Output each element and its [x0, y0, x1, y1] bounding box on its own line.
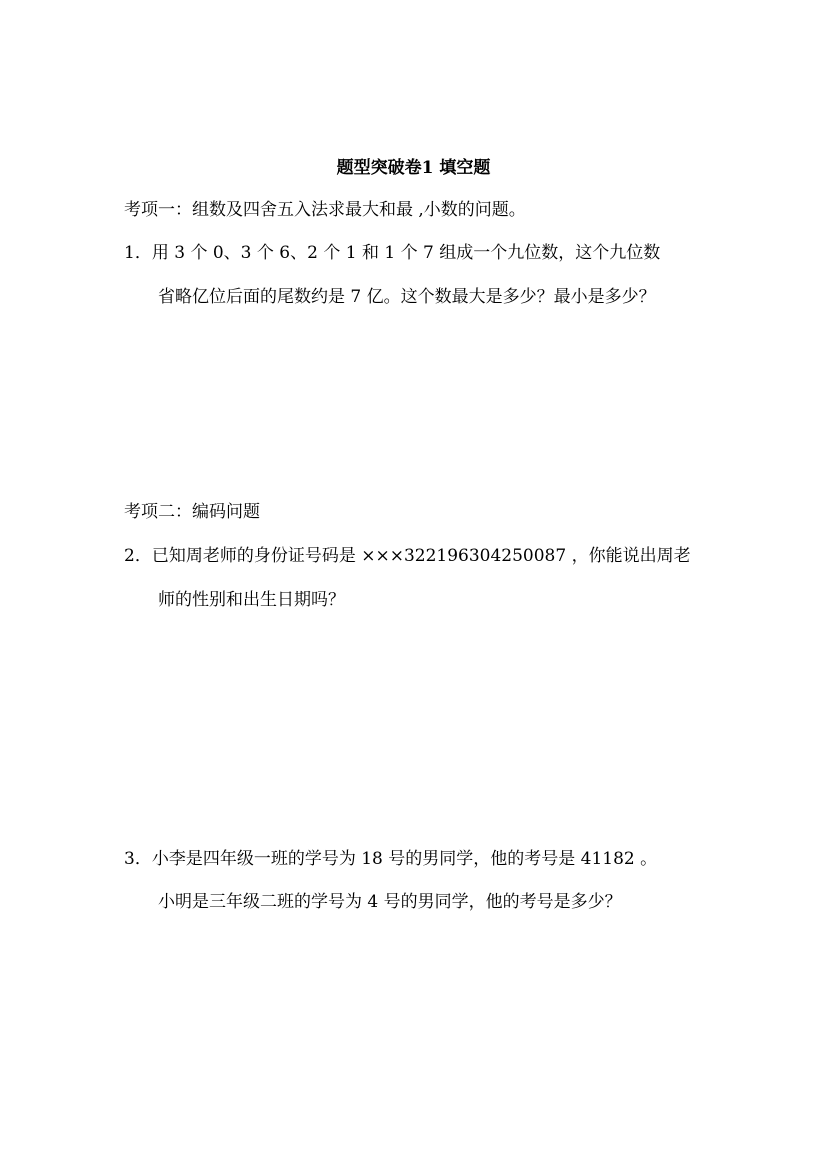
question-1-line-2: 省略亿位后面的尾数约是 7 亿。这个数最大是多少？最小是多少？: [158, 287, 656, 307]
question-3-line-2: 小明是三年级二班的学号为 4 号的男同学，他的考号是多少？: [158, 892, 622, 912]
question-2-line-2: 师的性别和出生日期吗？: [158, 590, 345, 610]
section-heading-2: 考项二：编码问题: [124, 502, 260, 522]
question-2-line-1: 2．已知周老师的身份证号码是 ×××322196304250087 ，你能说出周老: [124, 546, 691, 566]
page-title: 题型突破卷1 填空题: [336, 158, 491, 178]
question-1-line-1: 1．用 3 个 0、3 个 6、2 个 1 和 1 个 7 组成一个九位数，这个九位数: [124, 243, 661, 263]
section-heading-1: 考项一：组数及四舍五入法求最大和最 ,小数的问题。: [124, 200, 526, 220]
question-3-line-1: 3．小李是四年级一班的学号为 18 号的男同学，他的考号是 41182 。: [124, 849, 658, 869]
